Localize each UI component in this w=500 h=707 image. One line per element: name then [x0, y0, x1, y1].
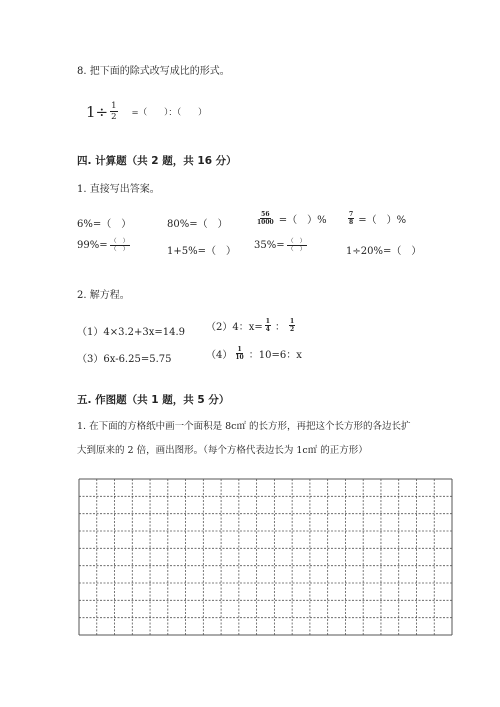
- equation-3: （3）6x-6.25=5.75: [77, 354, 172, 365]
- r1c-fraction: [256, 211, 275, 226]
- frac-num: 1: [111, 101, 117, 111]
- s4-q1-r2-b: 1+5%=（ ）: [167, 246, 236, 257]
- frac-num: 7: [349, 211, 354, 218]
- r1d-rest: =（ ）%: [358, 215, 407, 226]
- s4-q1-text: 1. 直接写出答案。: [77, 184, 160, 195]
- eq2-mid: ：: [274, 322, 285, 333]
- section-5-title: 五. 作图题（共 1 题，共 5 分）: [77, 394, 230, 406]
- frac-num: （ ）: [287, 238, 306, 245]
- grid-svg: [78, 478, 453, 636]
- frac-den: 2: [289, 326, 295, 333]
- equation-1: （1）4×3.2+3x=14.9: [77, 327, 186, 338]
- frac-den: 1000: [257, 219, 274, 226]
- r2a-fraction: [110, 238, 130, 253]
- question-8-expression: [86, 101, 207, 122]
- s5-q1-line-2: 大到原来的 2 倍，画出图形。（每个方格代表边长为 1c㎡ 的正方形）: [77, 445, 368, 456]
- frac-den: 4: [265, 326, 270, 333]
- eq2-fraction-1: [265, 318, 271, 333]
- s4-q2-text: 2. 解方程。: [77, 290, 130, 301]
- eq4-rest: ：10=6：x: [248, 350, 302, 361]
- eq2-fraction-2: [289, 318, 295, 333]
- frac-num: 1: [237, 346, 242, 353]
- s4-q1-r2-c: [254, 238, 309, 253]
- expr-fraction: [110, 101, 117, 122]
- frac-den: （ ）: [110, 246, 129, 253]
- eq4-fraction: [234, 346, 244, 361]
- r2c-fraction: [287, 238, 307, 253]
- s4-q1-r1-d: [346, 211, 406, 226]
- frac-den: 10: [235, 354, 244, 361]
- r1c-rest: =（ ）%: [278, 215, 327, 226]
- frac-den: （ ）: [287, 246, 306, 253]
- r2c-lead: 35%=: [254, 240, 285, 251]
- section-4-title: 四. 计算题（共 2 题，共 16 分）: [77, 155, 237, 167]
- frac-num: 56: [261, 211, 270, 218]
- expr-lead: 1÷: [86, 102, 109, 121]
- s4-q1-r2-a: [77, 238, 132, 253]
- grid-paper[interactable]: [78, 478, 453, 636]
- frac-den: 8: [349, 219, 354, 226]
- s4-q1-r2-d: 1÷20%=（ ）: [346, 246, 422, 257]
- r2a-lead: 99%=: [77, 240, 108, 251]
- frac-num: （ ）: [110, 238, 129, 245]
- frac-den: 2: [111, 112, 117, 122]
- frac-num: 1: [265, 318, 270, 325]
- r1d-fraction: [348, 211, 354, 226]
- s4-q1-r1-b: 80%=（ ）: [167, 219, 228, 230]
- frac-num: 1: [289, 318, 295, 325]
- equation-2: [206, 318, 297, 333]
- s4-q1-r1-a: 6%=（ ）: [77, 219, 132, 230]
- eq2-lead: （2）4：x=: [206, 322, 263, 333]
- s5-q1-line-1: 1. 在下面的方格纸中画一个面积是 8c㎡ 的长方形，再把这个长方形的各边长扩: [77, 421, 411, 432]
- equation-4: [206, 346, 302, 361]
- eq4-lead: （4）: [206, 350, 233, 361]
- s4-q1-r1-c: [254, 211, 327, 226]
- expr-answer-blanks: =（ ）：（ ）: [131, 107, 207, 118]
- question-8-text: 8. 把下面的除式改写成比的形式。: [77, 66, 230, 77]
